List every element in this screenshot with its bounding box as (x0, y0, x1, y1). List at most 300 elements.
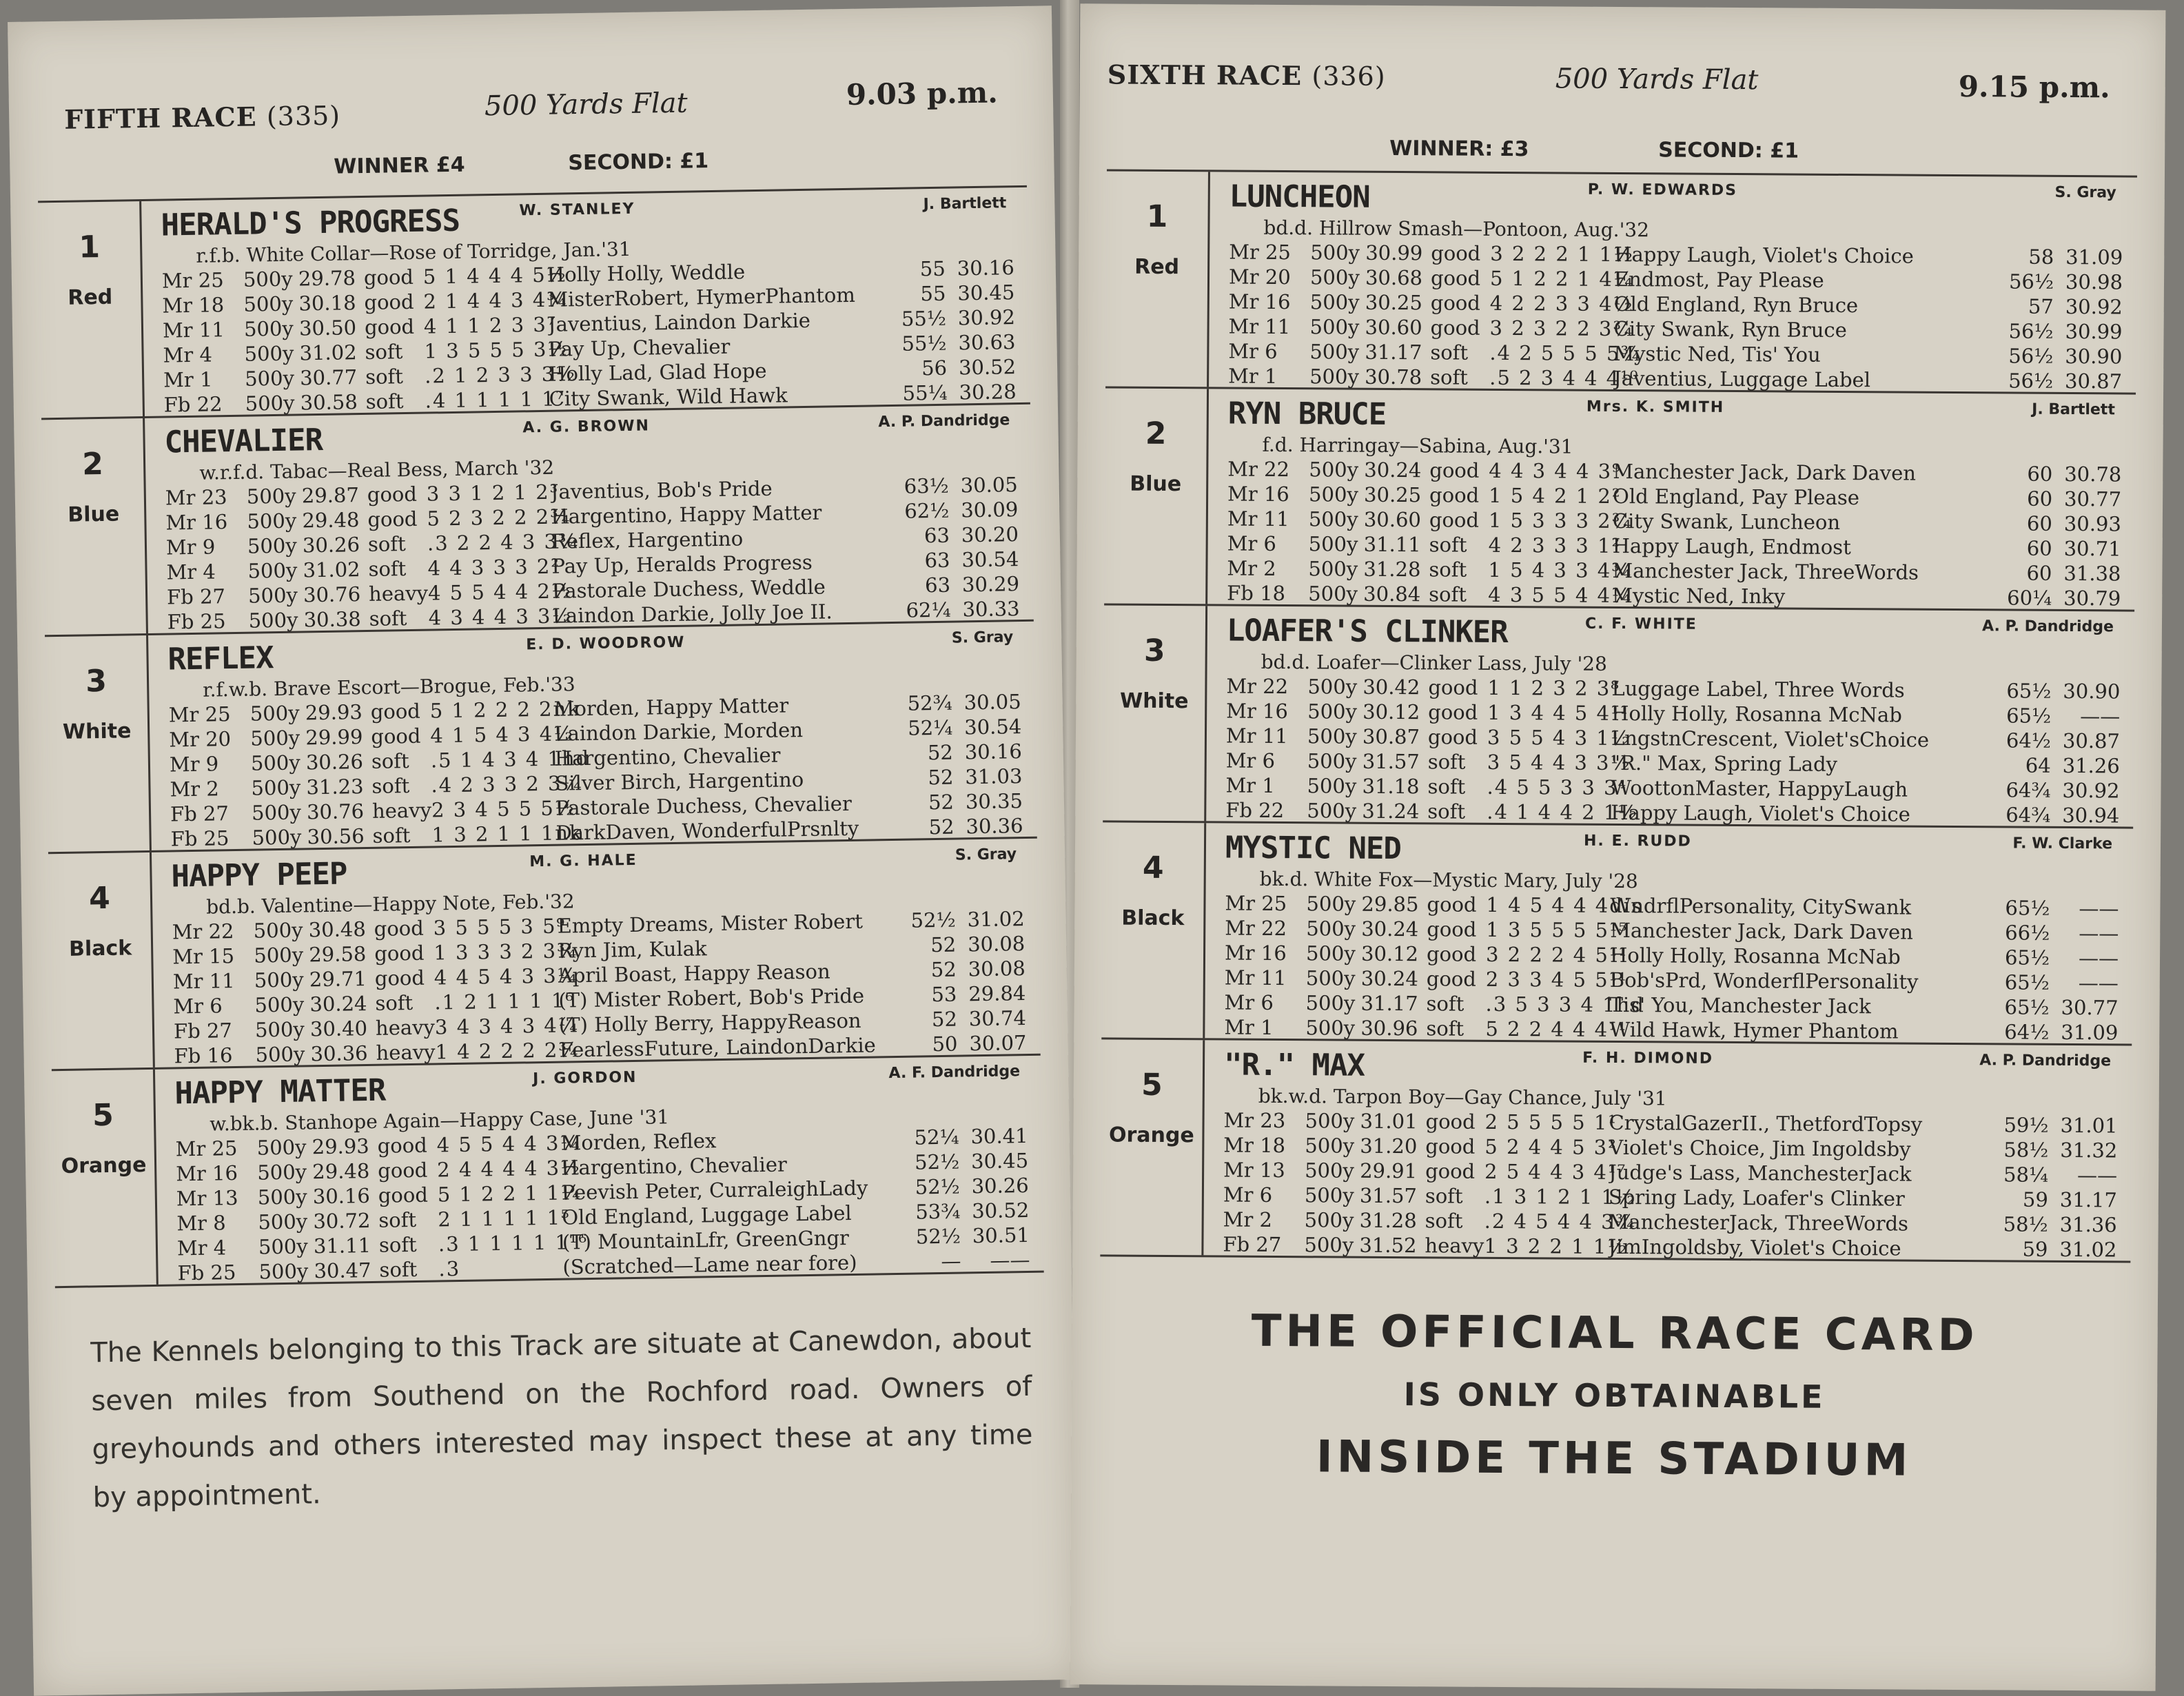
form-weight: 60 (2026, 536, 2052, 560)
form-comment: Holly Holly, Weddle (547, 260, 746, 287)
dog-name: RYN BRUCE (1227, 396, 1387, 432)
official-line-1: THE OFFICIAL RACE CARD (1251, 1305, 1979, 1362)
entry-header (1229, 176, 2123, 222)
form-date: Fb 22 (163, 392, 223, 417)
form-race-time: —— (2077, 1163, 2118, 1187)
form-distance: 500y (258, 1209, 308, 1234)
form-comment: Manchester Jack, Dark Daven (1610, 918, 1914, 944)
form-going: good (374, 966, 425, 990)
form-distance: 500y (1309, 315, 1360, 339)
form-distance: 500y (1307, 749, 1357, 773)
form-going: good (374, 916, 425, 941)
owner-name: M. G. HALE (529, 851, 637, 871)
form-going: good (1426, 967, 1476, 991)
form-date: Mr 22 (1225, 916, 1287, 941)
form-positions: 1 5 4 2 1 2² (1489, 483, 1622, 509)
form-distance: 500y (1305, 1158, 1354, 1183)
form-race-time: 31.09 (2061, 1020, 2119, 1045)
form-positions: 3 5 5 4 3 1½ (1487, 725, 1631, 750)
form-date: Mr 11 (162, 318, 225, 343)
form-race-time: 30.92 (957, 305, 1016, 330)
form-going: soft (1430, 365, 1468, 389)
form-going: soft (367, 532, 406, 556)
form-time: 29.99 (305, 725, 363, 750)
form-distance: 500y (258, 1234, 308, 1259)
form-date: Mr 11 (1224, 966, 1287, 990)
race-entry (45, 622, 1037, 855)
form-going: soft (368, 557, 407, 581)
form-weight: 56½ (2008, 269, 2054, 294)
form-weight: 52 (928, 765, 954, 790)
form-weight: 52¼ (914, 1125, 959, 1150)
form-going: good (371, 724, 421, 748)
form-weight: 63½ (904, 473, 950, 498)
form-date: Mr 20 (169, 727, 232, 752)
form-weight: 64¾ (2006, 778, 2051, 802)
form-positions: 2 1 4 4 3 4¾ (423, 287, 568, 314)
form-distance: 500y (1307, 699, 1358, 724)
form-time: 31.01 (1360, 1109, 1418, 1134)
form-going: soft (1429, 533, 1467, 557)
form-race-time: 30.16 (964, 739, 1023, 764)
form-date: Mr 16 (1227, 482, 1289, 507)
race-entry (52, 1056, 1044, 1289)
form-positions: 4 1 5 4 3 4½ (430, 722, 575, 748)
form-comment: Wild Hawk, Hymer Phantom (1609, 1017, 1899, 1043)
form-time: 29.91 (1360, 1158, 1418, 1183)
breeding-line: w.bk.b. Stanhope Again—Happy Case, June '31 (209, 1105, 670, 1136)
form-time: 30.26 (302, 533, 360, 558)
form-weight: 60 (2026, 511, 2052, 535)
form-time: 31.57 (1362, 749, 1420, 774)
form-going: good (1425, 1159, 1476, 1183)
winner-prize: WINNER £4 (334, 152, 465, 179)
form-time: 31.28 (1359, 1208, 1417, 1233)
form-time: 31.57 (1359, 1183, 1418, 1208)
form-weight: 60 (2026, 561, 2052, 585)
form-going: heavy (375, 1015, 436, 1040)
trap-box (41, 418, 148, 635)
form-weight: 66½ (2005, 921, 2050, 945)
entry-details (1205, 823, 2133, 1043)
trainer-name: F. W. Clarke (2012, 835, 2113, 853)
form-date: Mr 6 (1225, 748, 1276, 773)
race-entry (1100, 1039, 2132, 1263)
form-weight: 56½ (2008, 344, 2054, 368)
race-entry (1103, 605, 2134, 828)
form-positions: 1 5 4 3 3 4¾ (1488, 558, 1633, 583)
trap-box (1101, 822, 1206, 1038)
trainer-name: J. Bartlett (923, 194, 1007, 214)
form-time: 31.18 (1362, 774, 1420, 799)
form-date: Fb 25 (170, 826, 229, 851)
trap-colour: Orange (61, 1153, 147, 1179)
form-positions: 1 3 3 3 2 3¾ (433, 939, 578, 965)
form-positions: 1 4 5 4 4 4dis (1486, 892, 1644, 918)
form-weight: 65½ (2005, 896, 2050, 920)
breeding-line: bk.d. White Fox—Mystic Mary, July '28 (1259, 867, 1638, 893)
form-distance: 500y (1308, 582, 1358, 606)
trap-box (1100, 1039, 1205, 1255)
form-distance: 500y (1309, 290, 1360, 314)
form-comment: City Swank, Wild Hawk (549, 383, 788, 411)
form-date: Mr 1 (163, 367, 213, 392)
form-race-time: 31.01 (2060, 1113, 2118, 1138)
form-date: Mr 22 (1227, 457, 1290, 482)
owner-name: H. E. RUDD (1583, 832, 1692, 850)
race-header (1107, 45, 2138, 127)
form-time: 30.18 (298, 291, 356, 316)
form-weight: 58½ (2003, 1138, 2049, 1162)
form-time: 30.25 (1364, 482, 1422, 507)
form-comment: Pay Up, Heralds Progress (551, 550, 813, 578)
form-weight: 55½ (901, 306, 947, 331)
form-date: Fb 27 (173, 1019, 233, 1043)
form-positions: .1 3 1 2 1 1½ (1484, 1184, 1637, 1209)
form-time: 30.68 (1365, 265, 1423, 290)
dog-name: REFLEX (167, 640, 274, 677)
entry-details (148, 622, 1037, 850)
form-distance: 500y (1309, 458, 1359, 482)
form-race-time: 30.28 (959, 380, 1017, 405)
form-date: Mr 6 (1224, 990, 1274, 1014)
trap-number: 1 (1146, 198, 1168, 234)
form-time: 30.24 (309, 992, 367, 1016)
form-weight: 53¾ (915, 1199, 961, 1224)
form-comment: (T) Holly Berry, HappyReason (558, 1008, 861, 1037)
breeding-line: w.r.f.d. Tabac—Real Bess, March '32 (199, 456, 555, 484)
form-comment: Hargentino, Chevalier (554, 743, 781, 770)
form-race-time: 30.16 (957, 256, 1015, 280)
form-time: 30.12 (1360, 941, 1419, 966)
trap-box (48, 852, 155, 1069)
form-going: soft (372, 824, 411, 848)
trap-box (1105, 171, 1210, 387)
form-race-time: 30.94 (2062, 803, 2120, 828)
form-going: good (1427, 725, 1478, 749)
form-time: 30.60 (1365, 315, 1422, 340)
form-comment: (Scratched—Lame near fore) (562, 1250, 857, 1279)
form-weight: 63 (924, 573, 951, 597)
form-time: 31.17 (1360, 991, 1418, 1016)
form-date: Mr 16 (1224, 941, 1287, 966)
form-date: Mr 25 (168, 702, 231, 727)
form-time: 30.26 (305, 750, 364, 775)
form-date: Mr 25 (1229, 240, 1292, 265)
form-comment: Mystic Ned, Inky (1612, 583, 1786, 609)
form-date: Mr 11 (1225, 724, 1288, 748)
form-race-time: 30.09 (961, 498, 1019, 522)
trap-box (52, 1070, 159, 1286)
form-distance: 500y (251, 800, 302, 825)
form-date: Mr 8 (176, 1211, 226, 1236)
form-distance: 500y (1308, 507, 1358, 531)
trap-number: 4 (88, 880, 111, 917)
form-distance: 500y (254, 968, 304, 992)
form-time: 29.48 (312, 1159, 370, 1184)
form-weight: 52 (928, 790, 955, 815)
form-race-time: 31.32 (2060, 1138, 2118, 1163)
form-going: good (1426, 942, 1477, 966)
form-positions: .3 (438, 1256, 461, 1281)
form-comment: "R." Max, Spring Lady (1611, 750, 1838, 776)
form-race-time: 30.45 (957, 280, 1015, 305)
form-going: good (1425, 1110, 1476, 1134)
form-going: good (377, 1158, 428, 1183)
form-race-time: 30.52 (971, 1198, 1030, 1223)
form-comment: Endmost, Pay Please (1613, 267, 1824, 292)
form-weight: 65½ (2004, 946, 2050, 970)
form-time: 30.12 (1363, 699, 1420, 724)
form-weight: 55 (920, 281, 946, 306)
form-distance: 500y (247, 558, 298, 583)
form-date: Mr 11 (172, 969, 235, 994)
form-time: 30.25 (1365, 290, 1422, 315)
form-time: 31.52 (1359, 1233, 1417, 1258)
kennels-notice: The Kennels belonging to this Track are situate at Canewdon, about seven miles from Southend on the Rochford road. Owners of greyhounds and others interested may inspect these at any time by appointment. (90, 1322, 1033, 1514)
form-time: 30.84 (1363, 582, 1421, 606)
form-race-time: 31.03 (965, 764, 1023, 789)
form-date: Mr 11 (1227, 507, 1289, 531)
official-line-3: INSIDE THE STADIUM (1316, 1431, 1912, 1486)
form-distance: 500y (258, 1259, 309, 1284)
form-race-time: —— (2080, 704, 2121, 728)
form-comment: Manchester Jack, ThreeWords (1612, 558, 1919, 584)
form-weight: 59 (2022, 1187, 2048, 1212)
form-race-time: 30.33 (962, 597, 1020, 622)
form-weight: 55 (919, 256, 946, 281)
trap-box (1104, 388, 1209, 604)
form-positions: 5 2 4 4 5 3² (1484, 1134, 1617, 1160)
entry-header (1228, 394, 2122, 439)
form-positions: 3 4 3 4 3 4¼ (434, 1013, 580, 1039)
form-weight: 52½ (910, 908, 956, 932)
form-time: 29.85 (1361, 892, 1419, 917)
form-date: Mr 22 (172, 919, 234, 944)
form-going: soft (1427, 775, 1466, 799)
form-going: good (1429, 508, 1480, 532)
form-race-time: 30.52 (958, 355, 1017, 380)
form-comment: (T) MountainLfr, GreenGngr (562, 1226, 850, 1254)
form-comment: Pay Up, Chevalier (548, 334, 731, 361)
form-weight: 58¼ (2003, 1163, 2049, 1187)
entry-details (1203, 1040, 2132, 1260)
form-date: Mr 25 (161, 268, 224, 293)
form-race-time: 30.36 (966, 814, 1023, 839)
form-time: 29.71 (309, 967, 367, 992)
entry-details (155, 1056, 1044, 1285)
breeding-line: bd.d. Loafer—Clinker Lass, July '28 (1261, 650, 1607, 675)
form-race-time: 30.77 (2063, 487, 2122, 511)
form-positions: 3 2 2 2 1 1½ (1490, 241, 1635, 267)
form-time: 31.02 (303, 558, 360, 582)
form-going: soft (1427, 750, 1466, 774)
form-date: Fb 18 (1227, 581, 1286, 606)
form-race-time: 30.29 (961, 572, 1020, 597)
official-race-card-notice (1099, 1305, 2130, 1487)
form-positions: .4 1 1 1 1 1⁷ (425, 387, 566, 413)
form-going: soft (1425, 1209, 1463, 1233)
form-date: Mr 11 (1228, 314, 1291, 339)
form-positions: 1 3 2 1 1 1nk (431, 821, 583, 847)
trap-colour: Red (1134, 254, 1180, 280)
form-distance: 500y (250, 750, 300, 775)
form-positions: 4 5 5 4 4 3¼ (436, 1131, 581, 1157)
entry-header (1224, 1045, 2118, 1090)
trap-colour: Blue (1130, 471, 1182, 497)
form-date: Fb 27 (1223, 1232, 1282, 1257)
race-entries (1100, 169, 2137, 1263)
form-going: good (1430, 316, 1480, 340)
form-positions: 4 2 3 3 3 1² (1488, 533, 1622, 558)
trap-number: 5 (1141, 1067, 1163, 1103)
form-distance: 500y (1306, 892, 1356, 916)
form-race-time: 30.78 (2064, 462, 2122, 487)
form-positions: 5 1 4 4 4 5½ (422, 263, 568, 289)
race-entry (1104, 388, 2136, 611)
trainer-name: A. P. Dandridge (1979, 1052, 2112, 1070)
form-going: heavy (1425, 1234, 1484, 1258)
form-date: Fb 16 (174, 1043, 233, 1068)
form-comment: Happy Laugh, Endmost (1612, 533, 1851, 560)
form-weight: 62¼ (906, 597, 951, 622)
form-going: good (1431, 241, 1481, 265)
form-positions: 4 4 5 4 3 3¼ (433, 963, 579, 990)
form-weight: 56½ (2008, 319, 2054, 343)
form-weight: 64¾ (2006, 803, 2051, 827)
form-comment: Reflex, Hargentino (551, 527, 744, 553)
form-positions: 4 3 5 5 4 4¼ (1488, 582, 1633, 608)
form-positions: .4 1 4 4 2 1½ (1487, 799, 1639, 825)
trap-number: 4 (1142, 850, 1164, 886)
dog-name: MYSTIC NED (1225, 830, 1402, 867)
form-going: good (377, 1133, 428, 1158)
form-positions: 1 3 4 4 5 4¹¹ (1487, 700, 1630, 726)
form-comment: ManchesterJack, ThreeWords (1608, 1209, 1909, 1236)
form-comment: Peevish Peter, CurraleighLady (561, 1176, 868, 1205)
form-positions: .5 2 3 4 4 4¹⁰ (1489, 365, 1640, 391)
trainer-name: A. P. Dandridge (1982, 617, 2114, 636)
form-comment: CrystalGazerII., ThetfordTopsy (1609, 1110, 1923, 1136)
form-positions: 5 1 2 2 1 4¼ (1489, 266, 1635, 292)
form-going: good (1425, 1134, 1476, 1158)
form-date: Mr 2 (1227, 556, 1276, 580)
form-comment: MisterRobert, HymerPhantom (547, 283, 856, 311)
form-positions: 4 4 3 3 3 2² (427, 554, 561, 580)
form-weight: 65½ (2004, 970, 2050, 994)
form-race-time: —— (2079, 921, 2119, 946)
entry-header (1227, 611, 2121, 656)
form-time: 30.58 (300, 390, 358, 415)
form-going: good (363, 265, 414, 289)
form-distance: 500y (251, 775, 301, 800)
form-race-time: 30.71 (2063, 536, 2121, 561)
form-going: soft (378, 1232, 417, 1257)
form-going: good (378, 1183, 429, 1207)
owner-name: E. D. WOODROW (526, 633, 686, 654)
owner-name: C. F. WHITE (1584, 615, 1697, 633)
trap-colour: Black (68, 936, 132, 961)
form-weight: 65½ (2004, 995, 2050, 1019)
form-distance: 500y (254, 1017, 305, 1042)
form-distance: 500y (255, 1042, 305, 1067)
trainer-name: S. Gray (955, 846, 1017, 864)
form-date: Mr 20 (1228, 265, 1291, 289)
breeding-line: r.f.b. White Collar—Rose of Torridge, Jan.'31 (196, 237, 631, 267)
form-going: soft (1429, 558, 1467, 582)
form-weight: 52½ (915, 1174, 960, 1199)
trap-colour: White (1119, 688, 1189, 714)
form-positions: 5 1 2 2 1 1¼ (437, 1181, 582, 1207)
form-going: soft (1427, 799, 1466, 824)
form-positions: 3 3 1 2 1 2³ (426, 480, 560, 506)
form-distance: 500y (1304, 1208, 1354, 1232)
form-going: heavy (376, 1040, 436, 1065)
race-entry (1105, 171, 2137, 394)
owner-name: P. W. EDWARDS (1587, 181, 1738, 200)
form-date: Mr 18 (1223, 1133, 1286, 1158)
form-going: good (1429, 458, 1480, 482)
form-time: 30.24 (1361, 917, 1419, 941)
breeding-line: bk.w.d. Tarpon Boy—Gay Chance, July '31 (1258, 1084, 1667, 1110)
form-race-time: 30.41 (970, 1123, 1028, 1149)
form-distance: 500y (247, 509, 297, 533)
form-race-time: —— (2079, 897, 2119, 921)
form-going: heavy (368, 581, 429, 606)
form-comment: City Swank, Luncheon (1612, 509, 1841, 534)
form-time: 30.42 (1363, 675, 1420, 699)
race-entries (38, 185, 1044, 1288)
form-weight: 52¼ (907, 715, 953, 740)
trap-number: 3 (85, 663, 108, 699)
form-comment: Judge's Lass, ManchesterJack (1609, 1160, 1912, 1186)
form-date: Fb 25 (167, 609, 226, 634)
form-date: Mr 23 (1223, 1108, 1286, 1133)
form-weight: 64½ (2006, 728, 2052, 753)
race-entry (1101, 822, 2133, 1045)
trap-number: 1 (78, 229, 101, 265)
race-time: 9.03 p.m. (846, 75, 999, 112)
form-going: good (370, 699, 421, 724)
form-going: heavy (371, 798, 432, 823)
form-distance: 500y (1307, 675, 1358, 699)
owner-name: Mrs. K. SMITH (1586, 398, 1725, 416)
form-race-time: 31.02 (967, 907, 1025, 932)
form-distance: 500y (256, 1135, 307, 1160)
form-race-time: 30.63 (958, 330, 1016, 355)
form-time: 31.02 (299, 340, 357, 365)
form-time: 31.24 (1362, 799, 1420, 824)
form-comment: Javentius, Bob's Pride (550, 476, 773, 504)
form-distance: 500y (1304, 1233, 1354, 1257)
dog-name: LUNCHEON (1229, 178, 1370, 215)
form-distance: 500y (1307, 799, 1357, 823)
form-time: 30.76 (303, 582, 361, 607)
form-distance: 500y (1304, 1183, 1354, 1207)
form-weight: 65½ (2006, 704, 2052, 728)
form-weight: 52½ (914, 1150, 960, 1174)
race-distance: 500 Yards Flat (484, 87, 688, 123)
form-going: soft (365, 389, 404, 413)
form-distance: 500y (243, 316, 294, 341)
form-comment: Morden, Happy Matter (553, 693, 789, 721)
form-comment: Holly Holly, Rosanna McNab (1611, 701, 1902, 727)
form-time: 30.47 (314, 1258, 371, 1283)
form-race-time: —— (2078, 971, 2119, 995)
form-positions: .4 2 5 5 5 5¾ (1489, 340, 1642, 366)
owner-name: J. GORDON (533, 1068, 637, 1088)
form-time: 30.40 (309, 1016, 368, 1041)
